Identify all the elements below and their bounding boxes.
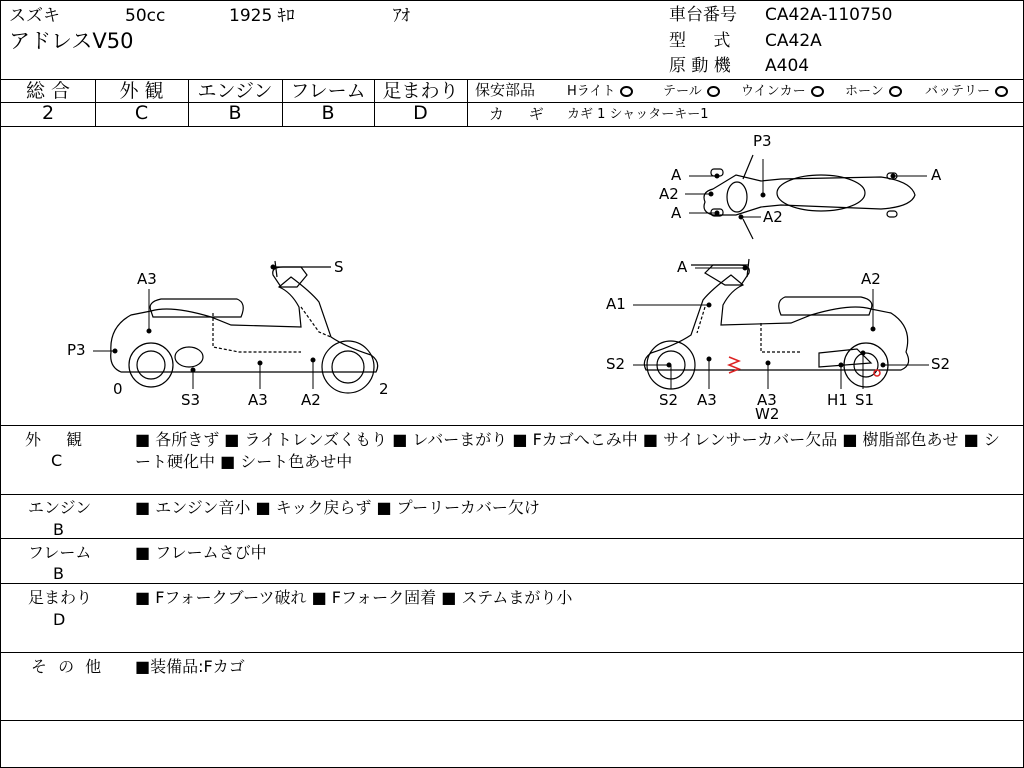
grade-label-exterior: 外 観 [119, 80, 164, 102]
section-other-text: ■装備品:Fカゴ [135, 657, 245, 676]
grade-midline [1, 102, 1023, 103]
label-a3-right-bottom1: A3 [697, 391, 717, 409]
diagram-bottom-divider [1, 425, 1023, 426]
maker: スズキ [9, 6, 60, 26]
leader-lines [93, 159, 929, 389]
section-exterior-grade: C [51, 451, 63, 470]
label-a2-top-bottom: A2 [763, 208, 783, 226]
label-s2-right-left: S2 [606, 355, 626, 373]
type-label: 型 式 [669, 31, 731, 51]
ok-circle-icon [620, 86, 633, 97]
label-w2: W2 [755, 405, 780, 423]
label-a-top-left2: A [671, 204, 682, 222]
label-a3-left-top: A3 [137, 270, 157, 288]
color: ｱｵ [393, 6, 410, 26]
section-frame-grade: B [53, 564, 64, 583]
section-suspension-label: 足まわり [28, 588, 93, 607]
label-a3-right-bottom2: A3 [757, 391, 777, 409]
label-s-handle: S [334, 258, 344, 276]
section-exterior-label: 外 観 [25, 430, 83, 449]
safety-label: 保安部品 [475, 81, 536, 99]
section-divider [1, 652, 1023, 653]
type-value: CA42A [765, 31, 822, 51]
grade-label-overall: 総 合 [25, 80, 71, 102]
displacement: 50cc [125, 6, 166, 26]
label-h1: H1 [827, 391, 848, 409]
section-frame-label: フレーム [28, 543, 92, 562]
safety-item-headlight: Hライト [567, 85, 633, 98]
frame-no: CA42A-110750 [765, 5, 893, 25]
label-s2-right-bottom: S2 [659, 391, 679, 409]
frame-no-label: 車台番号 [669, 5, 737, 25]
label-a-top-left1: A [671, 166, 682, 184]
label-a-top-right: A [931, 166, 942, 184]
engine-value: A404 [765, 56, 810, 76]
safety-item-tail: テール [663, 85, 720, 98]
label-a3-left-bottom: A3 [248, 391, 268, 409]
section-engine-grade: B [53, 520, 64, 539]
grade-label-engine: エンジン [197, 80, 273, 102]
safety-item-horn: ホーン [845, 85, 902, 98]
section-frame-text: ■ フレームさび中 [135, 543, 267, 562]
label-two: 2 [379, 380, 389, 398]
ok-circle-icon [707, 86, 720, 97]
label-a1: A1 [606, 295, 626, 313]
grade-value-frame: B [321, 102, 335, 124]
section-exterior-text: ■ 各所きず ■ ライトレンズくもり ■ レバーまがり ■ Fカゴへこみ中 ■ サイレンサーカバー欠品 ■ 樹脂部色あせ ■ シート硬化中 ■ シート色あせ中 [135, 430, 1000, 471]
section-engine-label: エンジン [28, 498, 92, 517]
ok-circle-icon [889, 86, 902, 97]
model-name: アドレスV50 [9, 29, 134, 53]
label-a2-top-left: A2 [659, 185, 679, 203]
safety-item-battery: バッテリー [925, 85, 1008, 98]
section-suspension-text: ■ Fフォークブーツ破れ ■ Fフォーク固着 ■ ステムまがり小 [135, 588, 573, 607]
label-s1: S1 [855, 391, 875, 409]
label-p3-left: P3 [67, 341, 86, 359]
grade-label-suspension: 足まわり [382, 80, 459, 102]
grade-value-overall: 2 [41, 102, 55, 124]
ok-circle-icon [811, 86, 824, 97]
top-view-scooter [704, 155, 915, 239]
mileage: 1925 ｷﾛ [229, 6, 295, 26]
grade-label-frame: フレーム [290, 80, 366, 102]
grade-value-engine: B [228, 102, 242, 124]
label-zero: 0 [113, 380, 123, 398]
label-a2-left-bottom: A2 [301, 391, 321, 409]
safety-item-winker: ウインカー [741, 85, 824, 98]
section-divider [1, 583, 1023, 584]
section-divider [1, 494, 1023, 495]
label-s3: S3 [181, 391, 201, 409]
section-engine-text: ■ エンジン音小 ■ キック戻らず ■ プーリーカバー欠け [135, 498, 540, 517]
label-a-right-top: A [677, 258, 688, 276]
label-s2-right-right: S2 [931, 355, 951, 373]
label-a2-right-top: A2 [861, 270, 881, 288]
key-label: カ ギ [489, 105, 544, 123]
section-suspension-grade: D [53, 610, 66, 629]
key-value: カギ 1 シャッターキー1 [567, 107, 709, 122]
engine-label: 原 動 機 [669, 56, 731, 76]
grade-value-suspension: D [413, 102, 428, 124]
section-divider [1, 720, 1023, 721]
section-divider [1, 538, 1023, 539]
label-p3-top: P3 [753, 132, 772, 150]
section-other-label: そ の 他 [31, 657, 102, 676]
grade-value-exterior: C [134, 102, 149, 124]
ok-circle-icon [995, 86, 1008, 97]
